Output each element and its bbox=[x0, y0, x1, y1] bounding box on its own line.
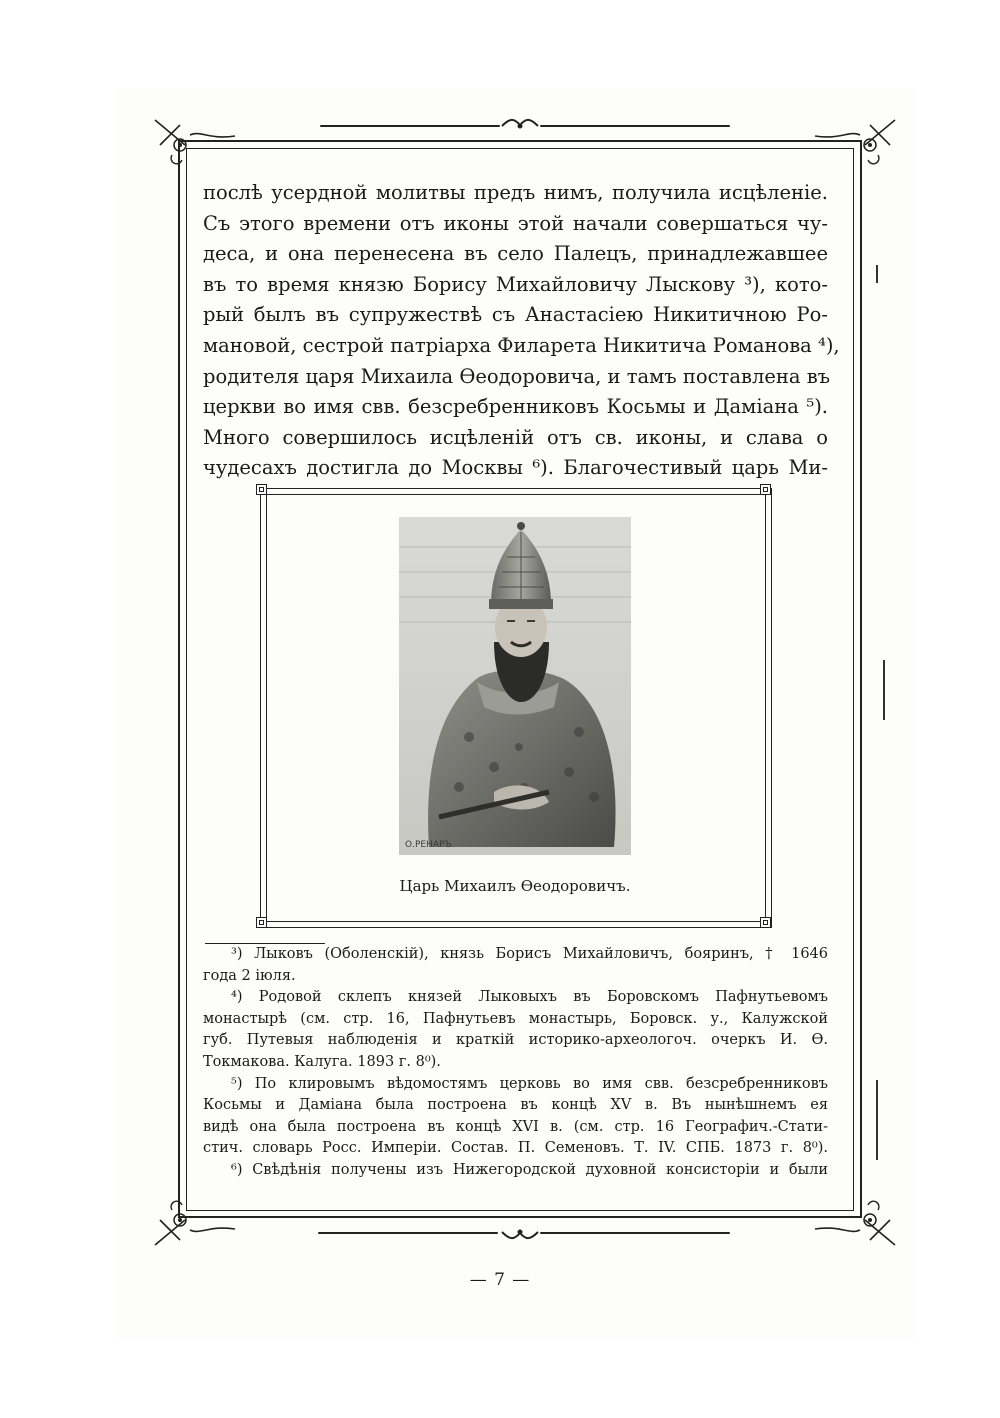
text-line: послѣ усердной молитвы предъ нимъ, получила исцѣленіе. bbox=[203, 181, 828, 204]
text-line: деса, и она перенесена въ село Палецъ, принадлежавшее bbox=[203, 242, 828, 266]
footnote-line: ⁶) Свѣдѣнія получены изъ Нижегородской духовной консисторіи и были bbox=[231, 1161, 828, 1178]
margin-mark bbox=[876, 265, 878, 283]
text-line: родителя царя Михаила Өеодоровича, и тамъ поставлена въ bbox=[203, 364, 831, 388]
body-text bbox=[203, 178, 840, 484]
footnote-line: Косьмы и Даміана была построена въ концѣ XV в. Въ нынѣшнемъ ея bbox=[203, 1097, 828, 1114]
figure-caption: Царь Михаилъ Өеодоровичъ. bbox=[399, 877, 631, 895]
frame-inner-left-line bbox=[186, 148, 187, 1211]
frame-inner-top-line bbox=[186, 148, 854, 149]
frame-bottom-line bbox=[178, 1216, 862, 1218]
top-ornament-bar-left bbox=[320, 125, 500, 127]
bottom-center-flourish-icon bbox=[500, 1226, 540, 1240]
bottom-left-corner-flourish-icon bbox=[150, 1195, 240, 1255]
footnote-line: года 2 іюля. bbox=[203, 967, 296, 984]
text-line: Съ этого времени отъ иконы этой начали совершаться чу- bbox=[203, 211, 828, 235]
footnote-line: ³) Лыковъ (Оболенскій), князь Борисъ Михайловичъ, бояринъ, † 1646 bbox=[231, 946, 828, 962]
margin-mark bbox=[876, 1080, 878, 1160]
footnote-line: губ. Путевыя наблюденія и краткій историко-археологоч. очеркъ И. Ө. bbox=[203, 1032, 828, 1049]
frame-left-line bbox=[178, 140, 180, 1218]
footnote-line: монастырѣ (см. стр. 16, Пафнутьевъ монастырь, Боровск. у., Калужской bbox=[203, 1010, 828, 1027]
frame-right-line bbox=[860, 140, 862, 1218]
bottom-ornament-bar-right bbox=[540, 1232, 730, 1234]
footnote-line: стич. словарь Росс. Имперіи. Состав. П. Семеновъ. Т. IV. СПБ. 1873 г. 8⁰). bbox=[203, 1140, 828, 1157]
frame-top-line bbox=[178, 140, 862, 142]
top-right-corner-flourish-icon bbox=[810, 110, 900, 170]
text-line: Много совершилось исцѣленій отъ св. иконы, и слава о bbox=[203, 425, 828, 449]
engraver-signature: О.РЕНАРЪ bbox=[405, 840, 452, 850]
text-line: въ то время князю Борису Михайловичу Лыскову ³), кото- bbox=[203, 272, 828, 296]
bottom-ornament-bar-left bbox=[318, 1232, 498, 1234]
footnote-line: Токмакова. Калуга. 1893 г. 8⁰). bbox=[203, 1053, 441, 1070]
text-line: мановой, сестрой патріарха Филарета Никитича Романова ⁴), bbox=[203, 333, 840, 357]
page-number: — 7 — bbox=[469, 1270, 531, 1290]
footnote-line: ⁴) Родовой склепъ князей Лыковыхъ въ Боровскомъ Пафнутьевомъ bbox=[231, 989, 828, 1006]
frame-inner-bottom-line bbox=[186, 1210, 854, 1211]
footnote-line: ⁵) По клировымъ вѣдомостямъ церковь во имя свв. безсребренниковъ bbox=[231, 1075, 828, 1092]
footnote-line: видѣ она была построена въ концѣ XVI в. (см. стр. 16 Географич.-Стати- bbox=[203, 1118, 828, 1135]
top-center-flourish-icon bbox=[500, 118, 540, 132]
margin-mark bbox=[883, 660, 885, 720]
text-line: церкви во имя свв. безсребренниковъ Косьмы и Даміана ⁵). bbox=[203, 395, 828, 419]
text-line: чудесахъ достигла до Москвы ⁶). Благочестивый царь Ми- bbox=[203, 456, 828, 480]
frame-corner-square-icon bbox=[256, 917, 267, 928]
tsar-portrait-engraving bbox=[399, 517, 631, 855]
top-ornament-bar-right bbox=[540, 125, 730, 127]
frame-corner-square-icon bbox=[760, 484, 771, 495]
frame-corner-square-icon bbox=[760, 917, 771, 928]
frame-inner-right-line bbox=[853, 148, 854, 1211]
bottom-right-corner-flourish-icon bbox=[810, 1195, 900, 1255]
top-left-corner-flourish-icon bbox=[150, 110, 240, 170]
frame-corner-square-icon bbox=[256, 484, 267, 495]
text-line: рый былъ въ супружествѣ съ Анастасіею Никитичною Ро- bbox=[203, 303, 828, 327]
footnotes bbox=[203, 944, 828, 1182]
